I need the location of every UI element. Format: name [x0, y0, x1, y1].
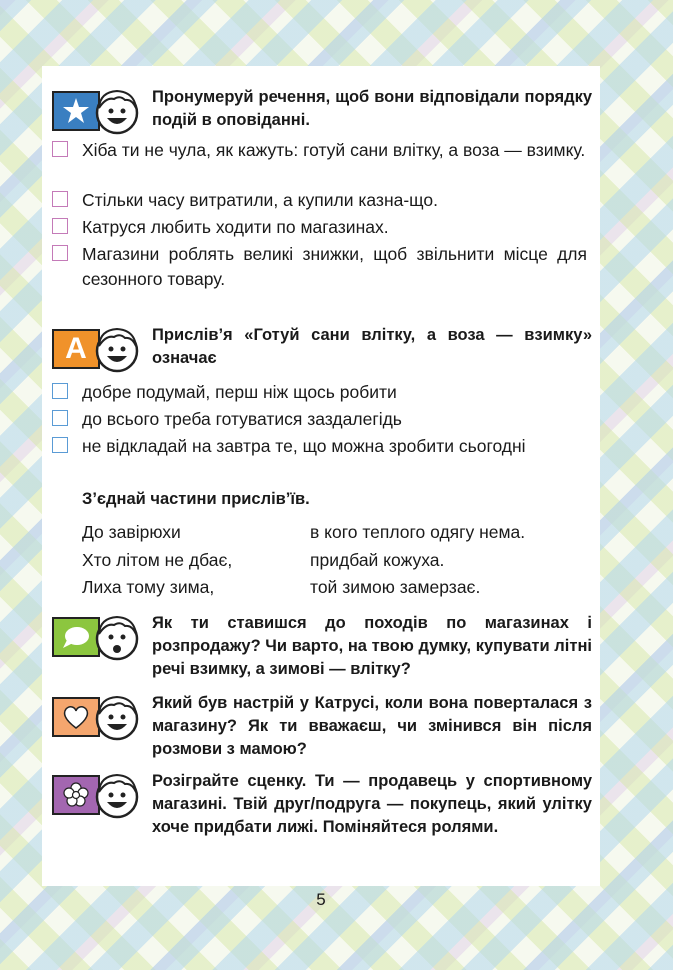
- proverb-start[interactable]: Лиха тому зима,: [82, 577, 215, 597]
- sentence-text: Магазини роблять великі знижки, щоб звільнити місце для сезонного товару.: [82, 244, 587, 289]
- sentence-text: Хіба ти не чула, як кажуть: готуй сани влітку, а воза — взимку.: [82, 140, 586, 160]
- task-6-instruction: Розіграйте сценку. Ти — продавець у спортивному магазині. Твій друг/подруга — покупець, який улітку хоче придбати лижі. Поміняйтеся ролями.: [152, 772, 592, 836]
- boy-face-icon: [92, 692, 142, 742]
- task-1-header: [52, 86, 592, 134]
- checkbox[interactable]: [52, 410, 68, 426]
- boy-face-icon: [92, 612, 142, 662]
- list-item: [52, 138, 592, 163]
- proverb-start[interactable]: Хто літом не дбає,: [82, 550, 233, 570]
- task-6-header: [52, 770, 592, 839]
- task-2-instruction: Прислів’я «Готуй сани влітку, а воза — взимку» означає: [152, 326, 592, 367]
- boy-face-icon: [92, 86, 142, 136]
- proverb-end[interactable]: придбай кожуха.: [310, 550, 445, 570]
- proverb-end[interactable]: в кого теплого одягу нема.: [310, 522, 526, 542]
- task-4-badge: [52, 612, 144, 660]
- number-box[interactable]: [52, 141, 68, 157]
- task-5-header: [52, 692, 592, 761]
- option-text: не відкладай на завтра те, що можна зробити сьогодні: [82, 436, 526, 456]
- checkbox[interactable]: [52, 383, 68, 399]
- list-item: [52, 380, 592, 405]
- task-5-badge: [52, 692, 144, 740]
- option-text: добре подумай, перш ніж щось робити: [82, 382, 397, 402]
- task-2-badge: [52, 324, 144, 372]
- task-2-header: [52, 324, 592, 372]
- number-box[interactable]: [52, 191, 68, 207]
- task-5-question: Який був настрій у Катрусі, коли вона поверталася з магазину? Як ти вважаєш, чи змінився він після розмови з мамою?: [152, 694, 592, 758]
- boy-face-icon: [92, 324, 142, 374]
- letter-a-icon: A: [52, 329, 100, 369]
- option-text: до всього треба готуватися заздалегідь: [82, 409, 402, 429]
- proverb-start[interactable]: До завірюхи: [82, 522, 181, 542]
- task-6-badge: [52, 770, 144, 818]
- sentence-text: Катруся любить ходити по магазинах.: [82, 217, 389, 237]
- checkbox[interactable]: [52, 437, 68, 453]
- proverb-end[interactable]: той зимою замерзає.: [310, 577, 481, 597]
- sentence-text: Стільки часу витратили, а купили казна-що.: [82, 190, 438, 210]
- task-3-instruction: З’єднай частини прислів’їв.: [82, 490, 310, 508]
- list-item: [52, 215, 592, 240]
- number-box[interactable]: [52, 218, 68, 234]
- list-item: [52, 434, 592, 459]
- list-item: [52, 188, 592, 213]
- textbook-page: [42, 66, 600, 909]
- number-box[interactable]: [52, 245, 68, 261]
- boy-face-icon: [92, 770, 142, 820]
- task-1-badge: [52, 86, 144, 134]
- task-4-question: Як ти ставишся до походів по магазинах і розпродажу? Чи варто, на твою думку, купувати літні речі взимку, а зимові — влітку?: [152, 614, 592, 678]
- page-number: 5: [316, 890, 326, 909]
- task-4-header: [52, 612, 592, 681]
- list-item: [52, 242, 592, 292]
- task-1-instruction: Пронумеруй речення, щоб вони відповідали порядку подій в оповіданні.: [152, 88, 592, 129]
- list-item: [52, 407, 592, 432]
